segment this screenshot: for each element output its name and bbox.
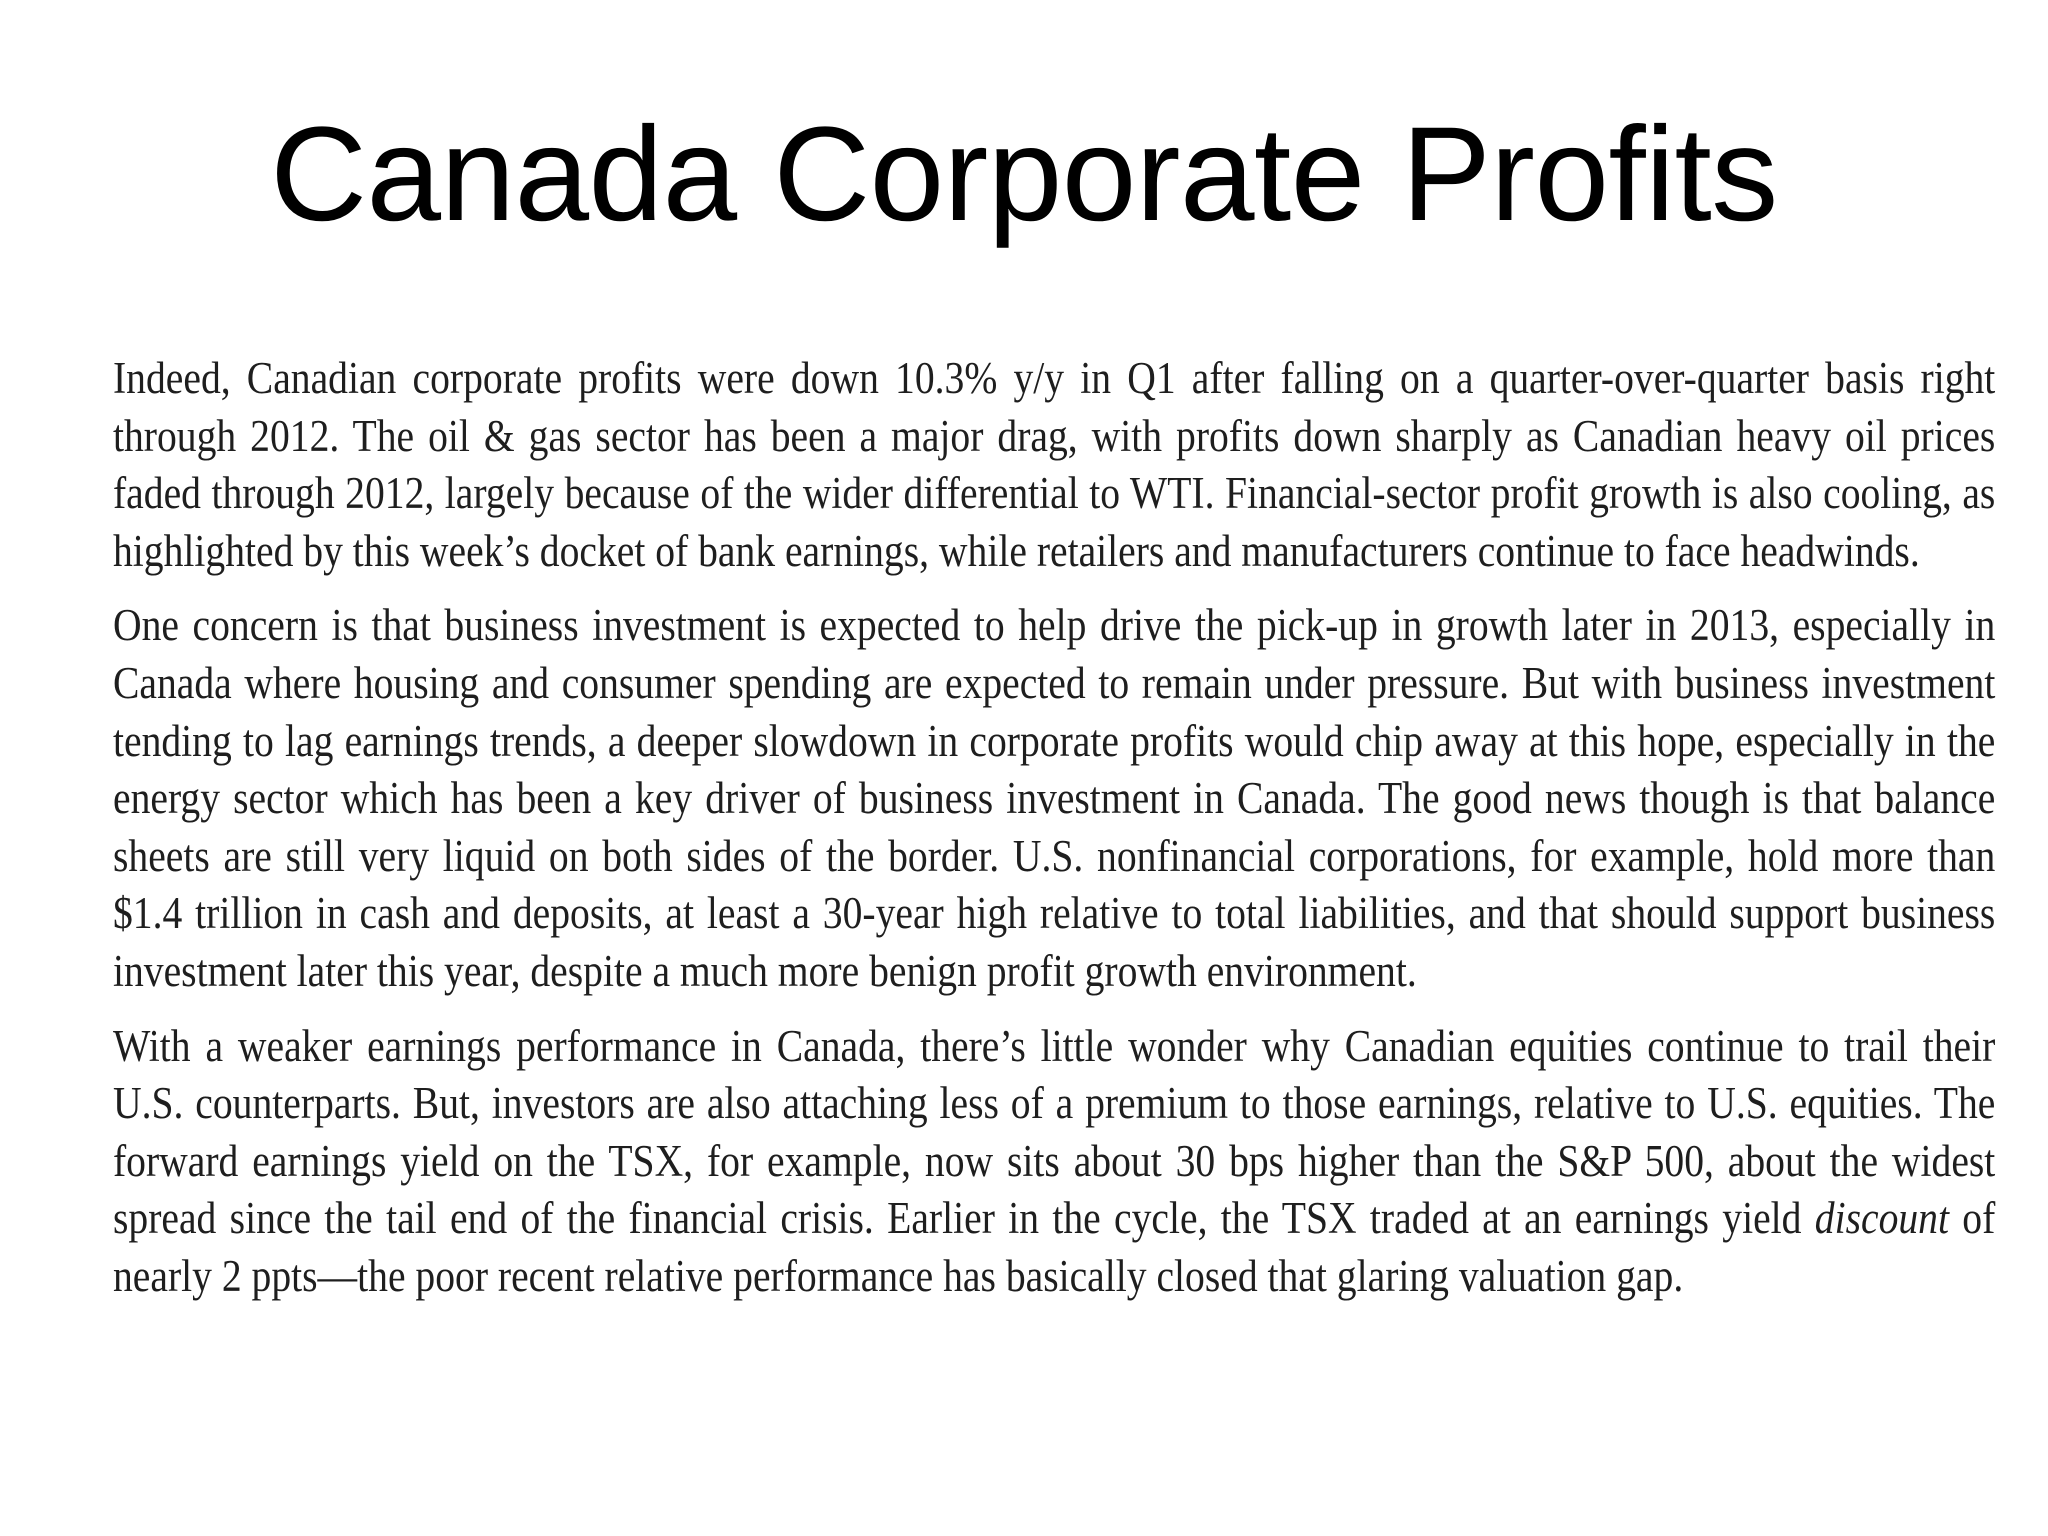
paragraph-profits: Indeed, Canadian corporate profits were down 10.3% y/y in Q1 after falling on a quarter-over-quarter basis right through 2012. The oil & gas sector has been a major drag, with profits down sharply as Canadian heavy oil prices faded through 2012, largely because of the wider differential to WTI. Financial-sector profit growth is also cooling, as highlighted by this week’s docket of bank earnings, while retailers and manufacturers continue to face headwinds. bbox=[113, 353, 1996, 576]
paragraph-equities-text-start: With a weaker earnings performance in Canada, there’s little wonder why Canadian equities continue to trail their U.S. counterparts. But, investors are also attaching less of a premium to those earnings, relative to U.S. equities. The forward earnings yield on the TSX, for example, now sits about 30 bps higher than the S&P 500, about the widest spread since the tail end of the financial crisis. Earlier in the cycle, the TSX traded at an earnings yield bbox=[113, 1020, 1996, 1244]
slide-body bbox=[113, 350, 1995, 1323]
paragraph-investment: One concern is that business investment is expected to help drive the pick-up in growth later in 2013, especially in Canada where housing and consumer spending are expected to remain under pressure. But with business investment tending to lag earnings trends, a deeper slowdown in corporate profits would chip away at this hope, especially in the energy sector which has been a key driver of business investment in Canada. The good news though is that balance sheets are still very liquid on both sides of the border. U.S. nonfinancial corporations, for example, hold more than $1.4 trillion in cash and deposits, at least a 30-year high relative to total liabilities, and that should support business investment later this year, despite a much more benign profit growth environment. bbox=[113, 600, 1996, 996]
paragraph-equities-italic: discount bbox=[1814, 1193, 1949, 1244]
paragraph-equities-text-end: of nearly 2 ppts—the poor recent relative performance has basically closed that glaring valuation gap. bbox=[113, 1193, 1996, 1301]
slide-title: Canada Corporate Profits bbox=[270, 100, 1778, 249]
paragraph-equities bbox=[113, 1018, 1995, 1306]
